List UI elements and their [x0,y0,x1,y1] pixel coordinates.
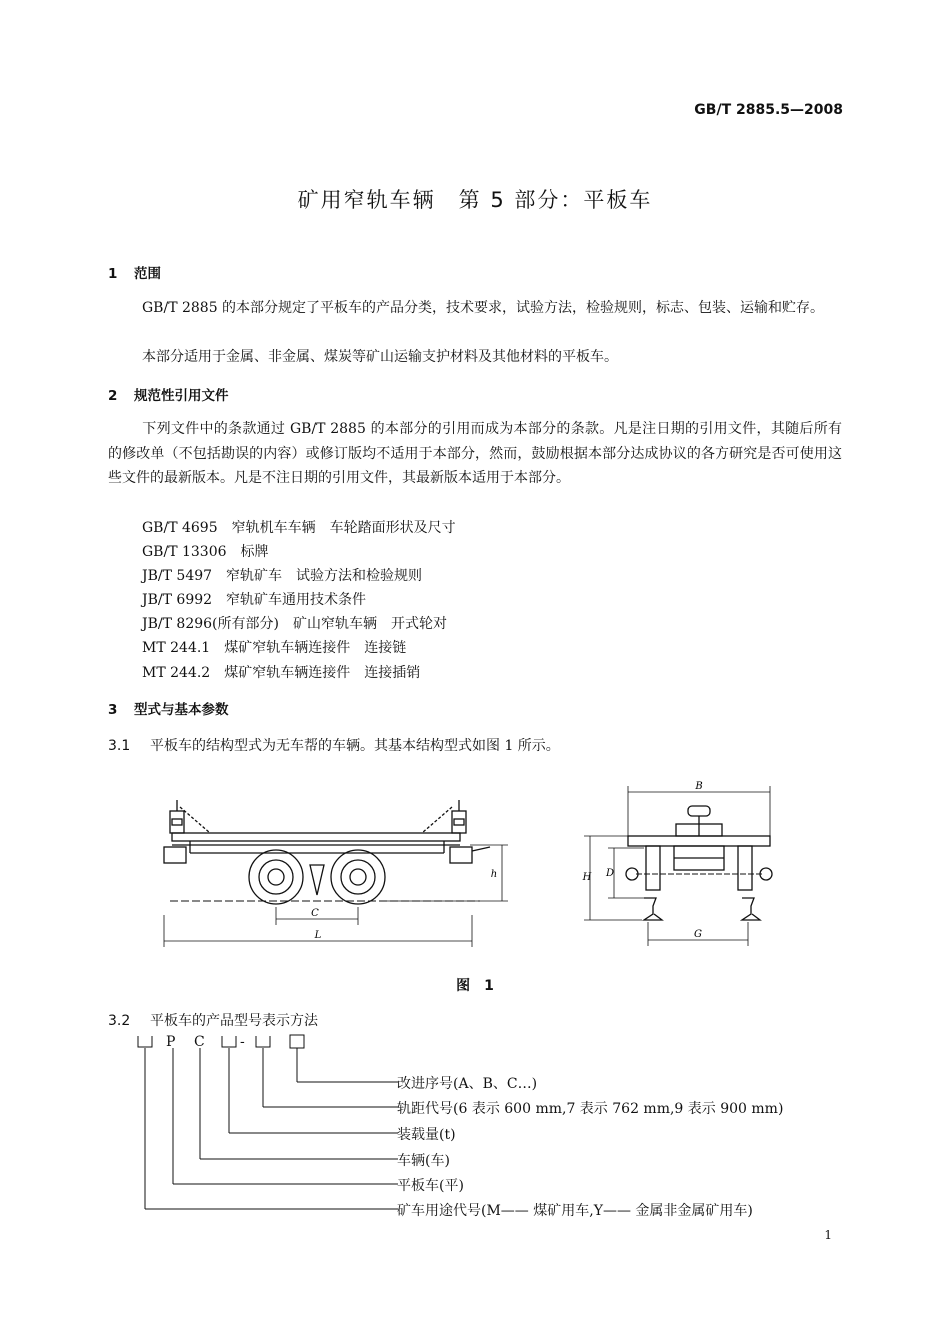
clause-3-2: 3.2 平板车的产品型号表示方法 [108,1013,318,1029]
dim-label-c: C [311,908,319,919]
section-3-heading [108,698,229,718]
section-2-paragraph: 下列文件中的条款通过 GB/T 2885 的本部分的引用而成为本部分的条款。凡是注日期的引用文件，其随后所有的修改单（不包括勘误的内容）或修订版均不适用于本部分，然而，鼓励根据本部分达成协议的各方研究是否可使用这些文件的最新版本。凡是不注日期的引用文件，其最新版本适用于本部分。 [108,421,842,486]
reference-item: JB/T 5497 窄轨矿车 试验方法和检验规则 [142,568,423,584]
reference-item: GB/T 4695 窄轨机车车辆 车轮踏面形状及尺寸 [142,520,456,536]
clause-3-1: 3.1 平板车的结构型式为无车帮的车辆。其基本结构型式如图 1 所示。 [108,738,560,754]
dim-label-h: H [582,872,592,883]
reference-item: MT 244.2 煤矿窄轨车辆连接件 连接插销 [142,665,421,681]
model-letter-p: P [166,1034,176,1050]
section-title: 范围 [134,266,161,282]
reference-item: JB/T 8296(所有部分) 矿山窄轨车辆 开式轮对 [142,616,447,632]
dim-label-g: G [694,929,702,940]
model-designation-diagram [130,1030,400,1215]
dim-label-d: D [605,868,615,879]
dim-label-l: L [314,930,322,941]
section-1-paragraph-2: 本部分适用于金属、非金属、煤炭等矿山运输支护材料及其他材料的平板车。 [142,349,618,365]
section-number: 1 [108,266,118,282]
section-2-heading [108,384,229,404]
section-number: 3 [108,702,118,718]
model-label-vehicle: 车辆(车) [397,1153,450,1169]
page-title: 矿用窄轨车辆 第 5 部分：平板车 [297,188,653,212]
section-title: 规范性引用文件 [134,388,229,404]
page-number: 1 [824,1228,832,1242]
section-number: 2 [108,388,118,404]
section-1-paragraph-1: GB/T 2885 的本部分规定了平板车的产品分类，技术要求，试验方法，检验规则，标志、包装、运输和贮存。 [142,300,825,316]
figure-1-side-view [150,795,500,955]
reference-item: JB/T 6992 窄轨矿车通用技术条件 [142,592,367,608]
dim-label-h-small: h [490,869,498,880]
section-title: 型式与基本参数 [134,702,229,718]
model-label-usage: 矿车用途代号(M—— 煤矿用车,Y—— 金属非金属矿用车) [397,1203,753,1219]
section-1-heading [108,262,161,282]
document-code: GB/T 2885.5—2008 [694,102,843,118]
reference-item: MT 244.1 煤矿窄轨车辆连接件 连接链 [142,640,407,656]
model-label-revision: 改进序号(A、B、C…) [397,1076,538,1092]
figure-caption: 图 1 [456,978,494,994]
figure-1-end-view [578,780,778,950]
model-label-capacity: 装载量(t) [397,1127,456,1143]
reference-item: GB/T 13306 标牌 [142,544,269,560]
model-dash: - [240,1034,245,1050]
dim-label-b: B [695,781,703,792]
model-label-flatcar: 平板车(平) [397,1178,464,1194]
model-label-gauge: 轨距代号(6 表示 600 mm,7 表示 762 mm,9 表示 900 mm) [397,1101,784,1117]
model-letter-c: C [194,1034,205,1050]
